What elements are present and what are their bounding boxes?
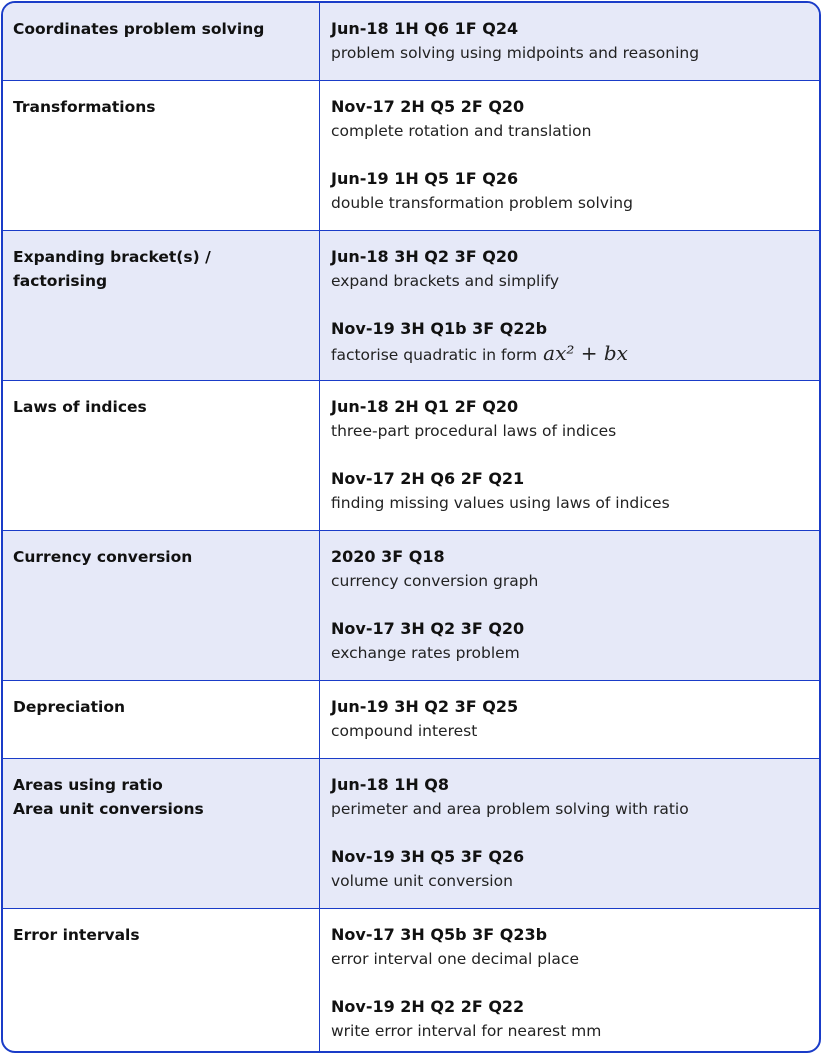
table-row — [3, 381, 819, 531]
question-code: Jun-18 3H Q2 3F Q20 — [331, 247, 519, 266]
question-code: Nov-19 3H Q1b 3F Q22b — [331, 319, 548, 338]
question-description — [331, 869, 808, 893]
references-cell — [320, 3, 819, 80]
description-text: problem solving using midpoints and reasoning — [331, 44, 700, 62]
topic-label: Coordinates problem solving — [13, 20, 265, 38]
question-reference — [331, 467, 808, 515]
topic-cell — [3, 231, 320, 380]
question-description — [331, 491, 808, 515]
description-text: write error interval for nearest mm — [331, 1022, 602, 1040]
topic-cell — [3, 681, 320, 758]
question-reference — [331, 167, 808, 215]
question-reference — [331, 695, 808, 743]
description-text: expand brackets and simplify — [331, 272, 560, 290]
topic-cell — [3, 81, 320, 230]
references-cell — [320, 381, 819, 530]
description-text: exchange rates problem — [331, 644, 520, 662]
table-row — [3, 3, 819, 81]
question-reference — [331, 773, 808, 821]
question-reference — [331, 995, 808, 1043]
topic-cell — [3, 759, 320, 908]
question-description — [331, 1019, 808, 1043]
exam-question-table — [1, 1, 821, 1053]
question-code: Nov-19 2H Q2 2F Q22 — [331, 997, 525, 1016]
question-description — [331, 719, 808, 743]
description-text: three-part procedural laws of indices — [331, 422, 617, 440]
topic-label: Transformations — [13, 98, 156, 116]
question-description — [331, 191, 808, 215]
topic-label: Area unit conversions — [13, 800, 204, 818]
question-description — [331, 119, 808, 143]
references-cell — [320, 759, 819, 908]
topic-cell — [3, 909, 320, 1053]
question-code: Jun-18 1H Q8 — [331, 775, 450, 794]
question-reference — [331, 395, 808, 443]
question-code: Nov-17 3H Q5b 3F Q23b — [331, 925, 548, 944]
question-code: Jun-19 1H Q5 1F Q26 — [331, 169, 519, 188]
question-code: Jun-19 3H Q2 3F Q25 — [331, 697, 519, 716]
description-text: error interval one decimal place — [331, 950, 579, 968]
table-row — [3, 681, 819, 759]
question-code: Jun-18 1H Q6 1F Q24 — [331, 19, 519, 38]
question-code: Nov-17 2H Q5 2F Q20 — [331, 97, 525, 116]
question-reference — [331, 17, 808, 65]
references-cell — [320, 681, 819, 758]
description-text: finding missing values using laws of indices — [331, 494, 670, 512]
question-description — [331, 947, 808, 971]
references-cell — [320, 81, 819, 230]
topic-cell — [3, 3, 320, 80]
question-code: Jun-18 2H Q1 2F Q20 — [331, 397, 519, 416]
question-reference — [331, 845, 808, 893]
description-text: currency conversion graph — [331, 572, 539, 590]
question-code: Nov-17 3H Q2 3F Q20 — [331, 619, 525, 638]
description-text: factorise quadratic in form — [331, 346, 538, 364]
question-code: Nov-19 3H Q5 3F Q26 — [331, 847, 525, 866]
question-reference — [331, 95, 808, 143]
topic-cell — [3, 381, 320, 530]
table-row — [3, 231, 819, 381]
topic-label: Areas using ratio — [13, 776, 163, 794]
question-reference — [331, 245, 808, 293]
question-description — [331, 269, 808, 293]
question-description — [331, 341, 808, 367]
table-row — [3, 81, 819, 231]
description-text: double transformation problem solving — [331, 194, 633, 212]
math-expression: ax² + bx — [543, 341, 628, 365]
description-text: complete rotation and translation — [331, 122, 592, 140]
references-cell — [320, 531, 819, 680]
table-row — [3, 759, 819, 909]
question-reference — [331, 317, 808, 367]
topic-label: Error intervals — [13, 926, 140, 944]
table-row — [3, 531, 819, 681]
topic-cell — [3, 531, 320, 680]
question-code: Nov-17 2H Q6 2F Q21 — [331, 469, 525, 488]
topic-label: Laws of indices — [13, 398, 147, 416]
question-description — [331, 419, 808, 443]
question-description — [331, 797, 808, 821]
question-description — [331, 641, 808, 665]
topic-label: Currency conversion — [13, 548, 193, 566]
description-text: volume unit conversion — [331, 872, 513, 890]
question-reference — [331, 923, 808, 971]
question-code: 2020 3F Q18 — [331, 547, 445, 566]
topic-label: Depreciation — [13, 698, 125, 716]
description-text: compound interest — [331, 722, 478, 740]
references-cell — [320, 909, 819, 1053]
question-description — [331, 41, 808, 65]
table-row — [3, 909, 819, 1053]
topic-label: Expanding bracket(s) / factorising — [13, 248, 211, 290]
question-reference — [331, 617, 808, 665]
question-description — [331, 569, 808, 593]
references-cell — [320, 231, 819, 380]
description-text: perimeter and area problem solving with ratio — [331, 800, 689, 818]
question-reference — [331, 545, 808, 593]
